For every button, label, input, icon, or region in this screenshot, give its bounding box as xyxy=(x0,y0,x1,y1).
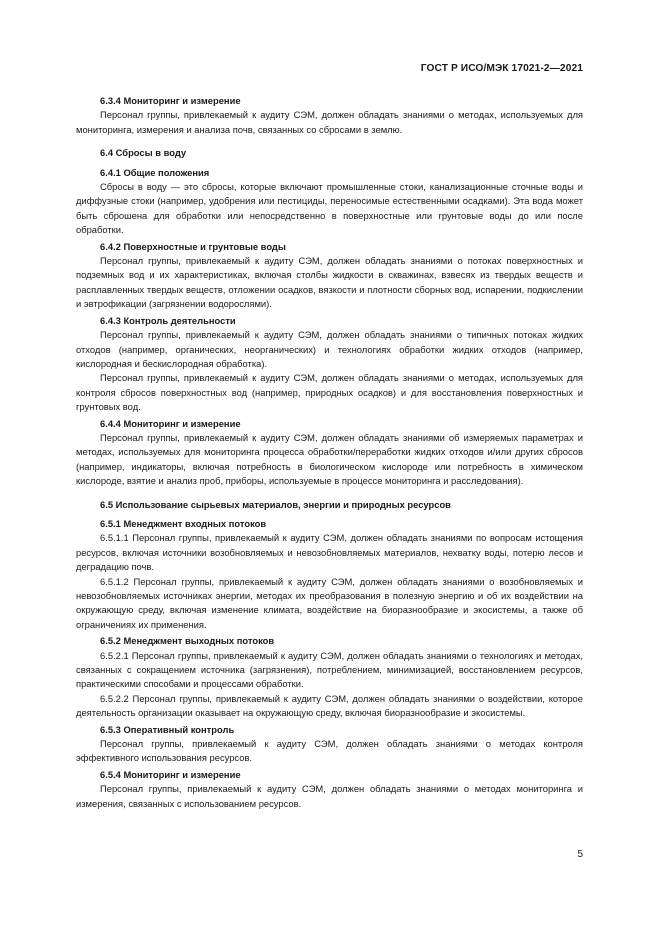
paragraph: 6.5.2.1 Персонал группы, привлекаемый к аудиту СЭМ, должен обладать знаниями о технологиях и методах, связанных с сокращением источника (загрязнения), потреблением, минимизацией, восстановлением ресурсов, практическими способами и процессами обработки. xyxy=(76,649,583,690)
section-heading: 6.4.1 Общие положения xyxy=(100,166,210,178)
section-heading: 6.5.3 Оперативный контроль xyxy=(100,723,235,735)
paragraph: Персонал группы, привлекаемый к аудиту СЭМ, должен обладать знаниями о потоках поверхностных и подземных вод и их характеристиках, включая столбы жидкости в скважинах, взвесях из твердых веществ и расплавленных твердых веществ, отложении осадков, вязкости и плотности сборных вод, испарении, подкислении и эвтрофикации (загрязнении водорослями). xyxy=(76,255,583,310)
paragraph: Персонал группы, привлекаемый к аудиту СЭМ, должен обладать знаниями о методах, используемых для мониторинга, измерения и анализа почв, связанных со сбросами в землю. xyxy=(76,109,583,135)
section-heading: 6.5.2 Менеджмент выходных потоков xyxy=(100,635,275,647)
paragraph: Персонал группы, привлекаемый к аудиту СЭМ, должен обладать знаниями о типичных потоках жидких отходов (например, органических, неорганических) и технологиях обработки жидких отходов (например, кислородная и бескислородная обработка). xyxy=(76,329,583,369)
paragraph: Персонал группы, привлекаемый к аудиту СЭМ, должен обладать знаниями о методах, используемых для контроля сбросов поверхностных вод (например, природных осадков) и для восстановления поверхностных и грунтовых вод. xyxy=(76,372,583,413)
document-header: ГОСТ Р ИСО/МЭК 17021-2—2021 xyxy=(420,63,583,74)
section-heading: 6.4.2 Поверхностные и грунтовые воды xyxy=(100,240,286,252)
section-heading-major: 6.5 Использование сырьевых материалов, энергии и природных ресурсов xyxy=(100,498,451,510)
paragraph: 6.5.1.2 Персонал группы, привлекаемый к аудиту СЭМ, должен обладать знаниями о возобновляемых и невозобновляемых источниках энергии, методах их преобразования в полезную энергию и об их воздействии на окружающую среду, включая изменение климата, воздействие на биоразнообразие и экосистемы, а также об ограничениях их применения. xyxy=(76,575,583,630)
paragraph: Сбросы в воду — это сбросы, которые включают промышленные стоки, канализационные сточные воды и диффузные стоки (например, удобрения или пестициды, переносимые естественными осадками). Эта вода может быть сброшена для обработки или непосредственно в поверхностные или грунтовые воды до или после обработки. xyxy=(76,181,583,236)
paragraph: Персонал группы, привлекаемый к аудиту СЭМ, должен обладать знаниями о методах контроля эффективного использования ресурсов. xyxy=(76,738,583,764)
paragraph: Персонал группы, привлекаемый к аудиту СЭМ, должен обладать знаниями об измеряемых параметрах и методах, используемых для мониторинга процесса обработки/переработки жидких отходов и/или других сбросов (например, индикаторы, включая потребность в биологическом кислороде или потребность в химическом кислороде, взятие и анализ проб, приборы, используемые в процессе мониторинга и расследования). xyxy=(76,431,583,487)
section-heading: 6.5.4 Мониторинг и измерение xyxy=(100,768,241,780)
section-heading: 6.4.3 Контроль деятельности xyxy=(100,314,236,326)
paragraph: 6.5.2.2 Персонал группы, привлекаемый к аудиту СЭМ, должен обладать знаниями о воздействии, которое деятельность организации оказывает на окружающую среду, включая биоразнообразие и экосистемы. xyxy=(76,692,583,719)
section-heading: 6.3.4 Мониторинг и измерение xyxy=(100,95,241,106)
section-heading-major: 6.4 Сбросы в воду xyxy=(100,147,187,159)
document-body xyxy=(76,92,583,811)
section-heading: 6.5.1 Менеджмент входных потоков xyxy=(100,517,267,529)
paragraph: Персонал группы, привлекаемый к аудиту СЭМ, должен обладать знаниями о методах мониторинга и измерения, связанных с использованием ресурсов. xyxy=(76,783,583,809)
page-number: 5 xyxy=(577,849,583,860)
paragraph: 6.5.1.1 Персонал группы, привлекаемый к аудиту СЭМ, должен обладать знаниями по вопросам истощения ресурсов, включая источники возобновляемых и невозобновляемых материалов, нехватку воды, потерю лесов и деградацию почв. xyxy=(76,532,583,573)
section-heading: 6.4.4 Мониторинг и измерение xyxy=(100,417,241,429)
